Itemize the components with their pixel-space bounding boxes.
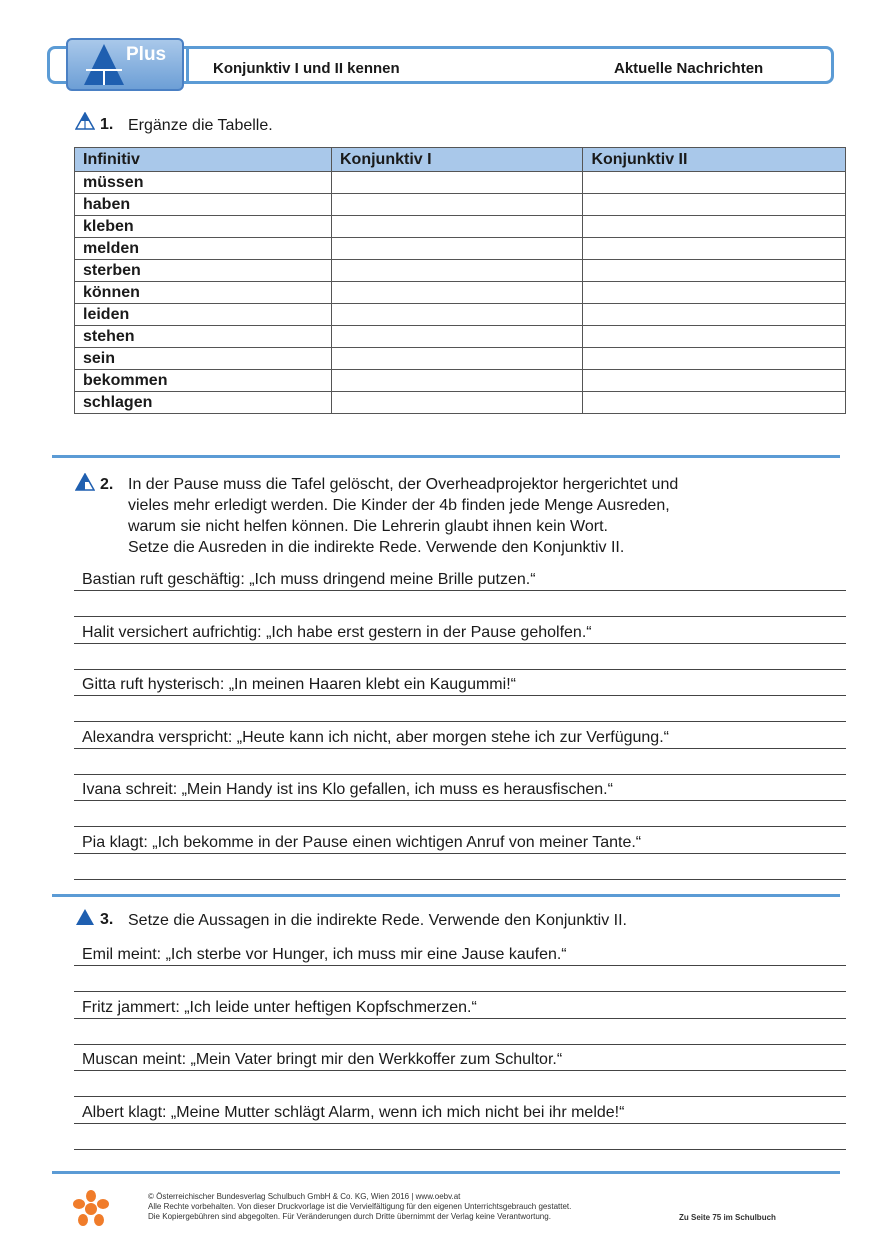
- konjunktiv-2-answer-cell[interactable]: [583, 348, 846, 370]
- difficulty-pyramid-icon: [75, 473, 95, 491]
- difficulty-pyramid-icon: [75, 112, 95, 130]
- quote-sentence: Gitta ruft hysterisch: „In meinen Haaren klebt ein Kaugummi!“: [82, 676, 516, 693]
- infinitive-cell: melden: [75, 238, 332, 260]
- sentence-underline: [74, 853, 846, 854]
- answer-line[interactable]: [74, 879, 846, 880]
- sentence-underline: [74, 748, 846, 749]
- table-row: [75, 260, 846, 282]
- sentence-underline: [74, 695, 846, 696]
- konjunktiv-1-answer-cell[interactable]: [332, 194, 583, 216]
- quote-sentence: Alexandra verspricht: „Heute kann ich nicht, aber morgen stehe ich zur Verfügung.“: [82, 728, 669, 746]
- column-header-konjunktiv-2: Konjunktiv II: [583, 148, 846, 172]
- sentence-underline: [74, 1018, 846, 1019]
- footer-divider: [52, 1171, 840, 1174]
- answer-line[interactable]: [74, 826, 846, 827]
- table-row: [75, 326, 846, 348]
- konjunktiv-1-answer-cell[interactable]: [332, 370, 583, 392]
- answer-line[interactable]: [74, 774, 846, 775]
- task-3-instruction: Setze die Aussagen in die indirekte Rede. Verwende den Konjunktiv II.: [128, 912, 627, 929]
- task-2-number: 2.: [100, 476, 114, 493]
- answer-line[interactable]: [74, 1149, 846, 1150]
- instruction-line: warum sie nicht helfen können. Die Lehrerin glaubt ihnen kein Wort.: [128, 518, 608, 535]
- infinitive-cell: bekommen: [75, 370, 332, 392]
- copyright-notice: [148, 1192, 571, 1222]
- infinitive-cell: schlagen: [75, 392, 332, 414]
- instruction-line: vieles mehr erledigt werden. Die Kinder der 4b finden jede Menge Ausreden,: [128, 497, 670, 514]
- conjugation-table: [74, 147, 846, 414]
- konjunktiv-2-answer-cell[interactable]: [583, 326, 846, 348]
- task-3-number: 3.: [100, 911, 114, 928]
- quote-sentence: Emil meint: „Ich sterbe vor Hunger, ich muss mir eine Jause kaufen.“: [82, 946, 567, 963]
- column-header-konjunktiv-1: Konjunktiv I: [332, 148, 583, 172]
- answer-line[interactable]: [74, 991, 846, 992]
- konjunktiv-1-answer-cell[interactable]: [332, 282, 583, 304]
- table-row: [75, 172, 846, 194]
- sentence-underline: [74, 1123, 846, 1124]
- konjunktiv-2-answer-cell[interactable]: [583, 370, 846, 392]
- task-1-number: 1.: [100, 116, 114, 133]
- table-row: [75, 216, 846, 238]
- table-row: [75, 370, 846, 392]
- answer-line[interactable]: [74, 1044, 846, 1045]
- answer-line[interactable]: [74, 1096, 846, 1097]
- quote-sentence: Albert klagt: „Meine Mutter schlägt Alarm, wenn ich mich nicht bei ihr melde!“: [82, 1103, 625, 1121]
- quote-sentence: Bastian ruft geschäftig: „Ich muss dringend meine Brille putzen.“: [82, 571, 536, 588]
- konjunktiv-2-answer-cell[interactable]: [583, 260, 846, 282]
- infinitive-cell: stehen: [75, 326, 332, 348]
- quote-sentence: Ivana schreit: „Mein Handy ist ins Klo gefallen, ich muss es herausfischen.“: [82, 781, 613, 798]
- answer-line[interactable]: [74, 616, 846, 617]
- footer-line: Die Kopiergebühren sind abgegolten. Für Veränderungen durch Dritte übernimmt der Verlag keine Verantwortung.: [148, 1212, 551, 1221]
- infinitive-cell: sterben: [75, 260, 332, 282]
- section-divider: [52, 455, 840, 458]
- table-row: [75, 392, 846, 414]
- sentence-underline: [74, 800, 846, 801]
- footer-line: © Österreichischer Bundesverlag Schulbuch GmbH & Co. KG, Wien 2016 | www.oebv.at: [148, 1192, 461, 1201]
- footer-line: Alle Rechte vorbehalten. Von dieser Druckvorlage ist die Vervielfältigung für den eigenen Unterrichtsgebrauch gestattet.: [148, 1202, 572, 1211]
- oebv-logo-icon: [72, 1190, 110, 1228]
- konjunktiv-2-answer-cell[interactable]: [583, 238, 846, 260]
- infinitive-cell: können: [75, 282, 332, 304]
- konjunktiv-2-answer-cell[interactable]: [583, 172, 846, 194]
- konjunktiv-2-answer-cell[interactable]: [583, 304, 846, 326]
- infinitive-cell: kleben: [75, 216, 332, 238]
- table-header-row: [75, 148, 846, 172]
- answer-line[interactable]: [74, 721, 846, 722]
- column-header-infinitiv: Infinitiv: [75, 148, 332, 172]
- answer-line[interactable]: [74, 669, 846, 670]
- konjunktiv-1-answer-cell[interactable]: [332, 172, 583, 194]
- konjunktiv-2-answer-cell[interactable]: [583, 216, 846, 238]
- table-row: [75, 304, 846, 326]
- sentence-underline: [74, 965, 846, 966]
- quote-sentence: Fritz jammert: „Ich leide unter heftigen Kopfschmerzen.“: [82, 998, 477, 1016]
- logo-text: Plus: [126, 44, 167, 65]
- table-row: [75, 194, 846, 216]
- table-row: [75, 238, 846, 260]
- difficulty-pyramid-icon: [75, 908, 95, 926]
- konjunktiv-1-answer-cell[interactable]: [332, 304, 583, 326]
- quote-sentence: Pia klagt: „Ich bekomme in der Pause einen wichtigen Anruf von meiner Tante.“: [82, 833, 642, 851]
- instruction-line: In der Pause muss die Tafel gelöscht, der Overheadprojektor hergerichtet und: [128, 476, 679, 493]
- konjunktiv-1-answer-cell[interactable]: [332, 216, 583, 238]
- konjunktiv-2-answer-cell[interactable]: [583, 392, 846, 414]
- task-2-instruction: [128, 474, 678, 558]
- sentence-underline: [74, 643, 846, 644]
- table-row: [75, 348, 846, 370]
- konjunktiv-1-answer-cell[interactable]: [332, 392, 583, 414]
- konjunktiv-2-answer-cell[interactable]: [583, 194, 846, 216]
- konjunktiv-1-answer-cell[interactable]: [332, 238, 583, 260]
- infinitive-cell: haben: [75, 194, 332, 216]
- worksheet-title: Konjunktiv I und II kennen: [213, 60, 400, 77]
- quote-sentence: Muscan meint: „Mein Vater bringt mir den Werkkoffer zum Schultor.“: [82, 1051, 563, 1068]
- sentence-underline: [74, 1070, 846, 1071]
- sentence-underline: [74, 590, 846, 591]
- table-row: [75, 282, 846, 304]
- konjunktiv-2-answer-cell[interactable]: [583, 282, 846, 304]
- header-separator: [186, 49, 189, 81]
- section-title: Aktuelle Nachrichten: [614, 60, 764, 77]
- infinitive-cell: leiden: [75, 304, 332, 326]
- instruction-line: Setze die Ausreden in die indirekte Rede. Verwende den Konjunktiv II.: [128, 539, 625, 556]
- plus-logo: [66, 38, 184, 91]
- konjunktiv-1-answer-cell[interactable]: [332, 260, 583, 282]
- konjunktiv-1-answer-cell[interactable]: [332, 348, 583, 370]
- section-divider: [52, 894, 840, 897]
- infinitive-cell: sein: [75, 348, 332, 370]
- page-reference: Zu Seite 75 im Schulbuch: [679, 1213, 776, 1222]
- task-1-instruction: Ergänze die Tabelle.: [128, 117, 273, 134]
- konjunktiv-1-answer-cell[interactable]: [332, 326, 583, 348]
- quote-sentence: Halit versichert aufrichtig: „Ich habe erst gestern in der Pause geholfen.“: [82, 623, 592, 641]
- infinitive-cell: müssen: [75, 172, 332, 194]
